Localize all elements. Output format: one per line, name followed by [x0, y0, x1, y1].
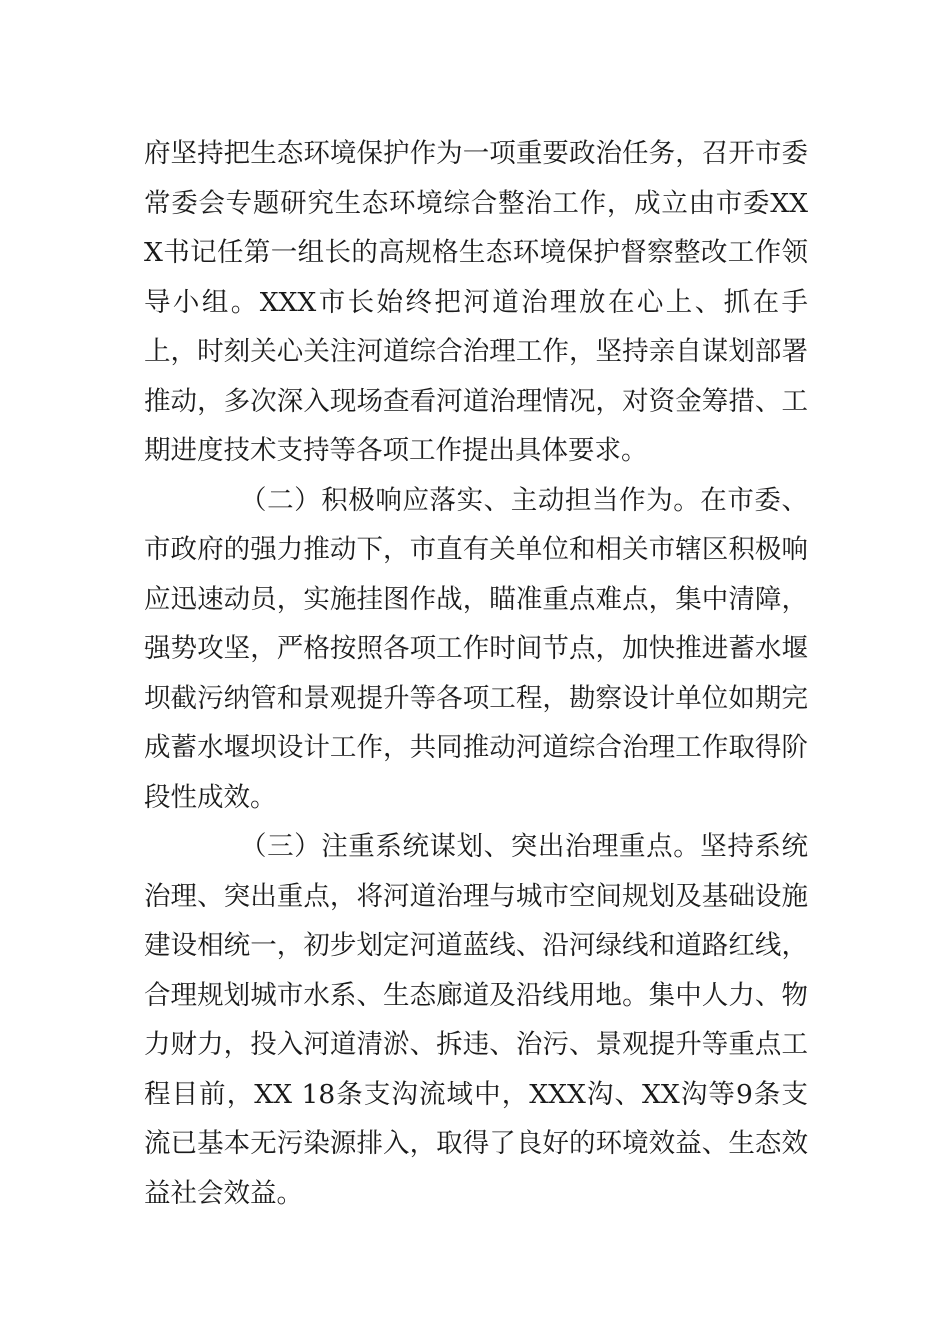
paragraph-continuation: 府坚持把生态环境保护作为一项重要政治任务，召开市委常委会专题研究生态环境综合整治工作，成立由市委XXX书记任第一组长的高规格生态环境保护督察整改工作领导小组。XXX市长始终把河道治理放在心上、抓在手上，时刻关心关注河道综合治理工作，坚持亲自谋划部署推动，多次深入现场查看河道治理情况，对资金筹措、工期进度技术支持等各项工作提出具体要求。 [144, 138, 808, 466]
paragraph-section-two: （二）积极响应落实、主动担当作为。在市委、市政府的强力推动下，市直有关单位和相关市辖区积极响应迅速动员，实施挂图作战，瞄准重点难点，集中清障，强势攻坚，严格按照各项工作时间节点，加快推进蓄水堰坝截污纳管和景观提升等各项工程，勘察设计单位如期完成蓄水堰坝设计工作，共同推动河道综合治理工作取得阶段性成效。 [144, 484, 808, 813]
paragraph-section-three: （三）注重系统谋划、突出治理重点。坚持系统治理、突出重点，将河道治理与城市空间规划及基础设施建设相统一，初步划定河道蓝线、沿河绿线和道路红线，合理规划城市水系、生态廊道及沿线用地。集中人力、物力财力，投入河道清淤、拆违、治污、景观提升等重点工程目前，XX 18条支沟流域中，XXX沟、XX沟等9条支流已基本无污染源排入，取得了良好的环境效益、生态效益社会效益。 [144, 831, 808, 1209]
document-body [144, 129, 808, 1218]
